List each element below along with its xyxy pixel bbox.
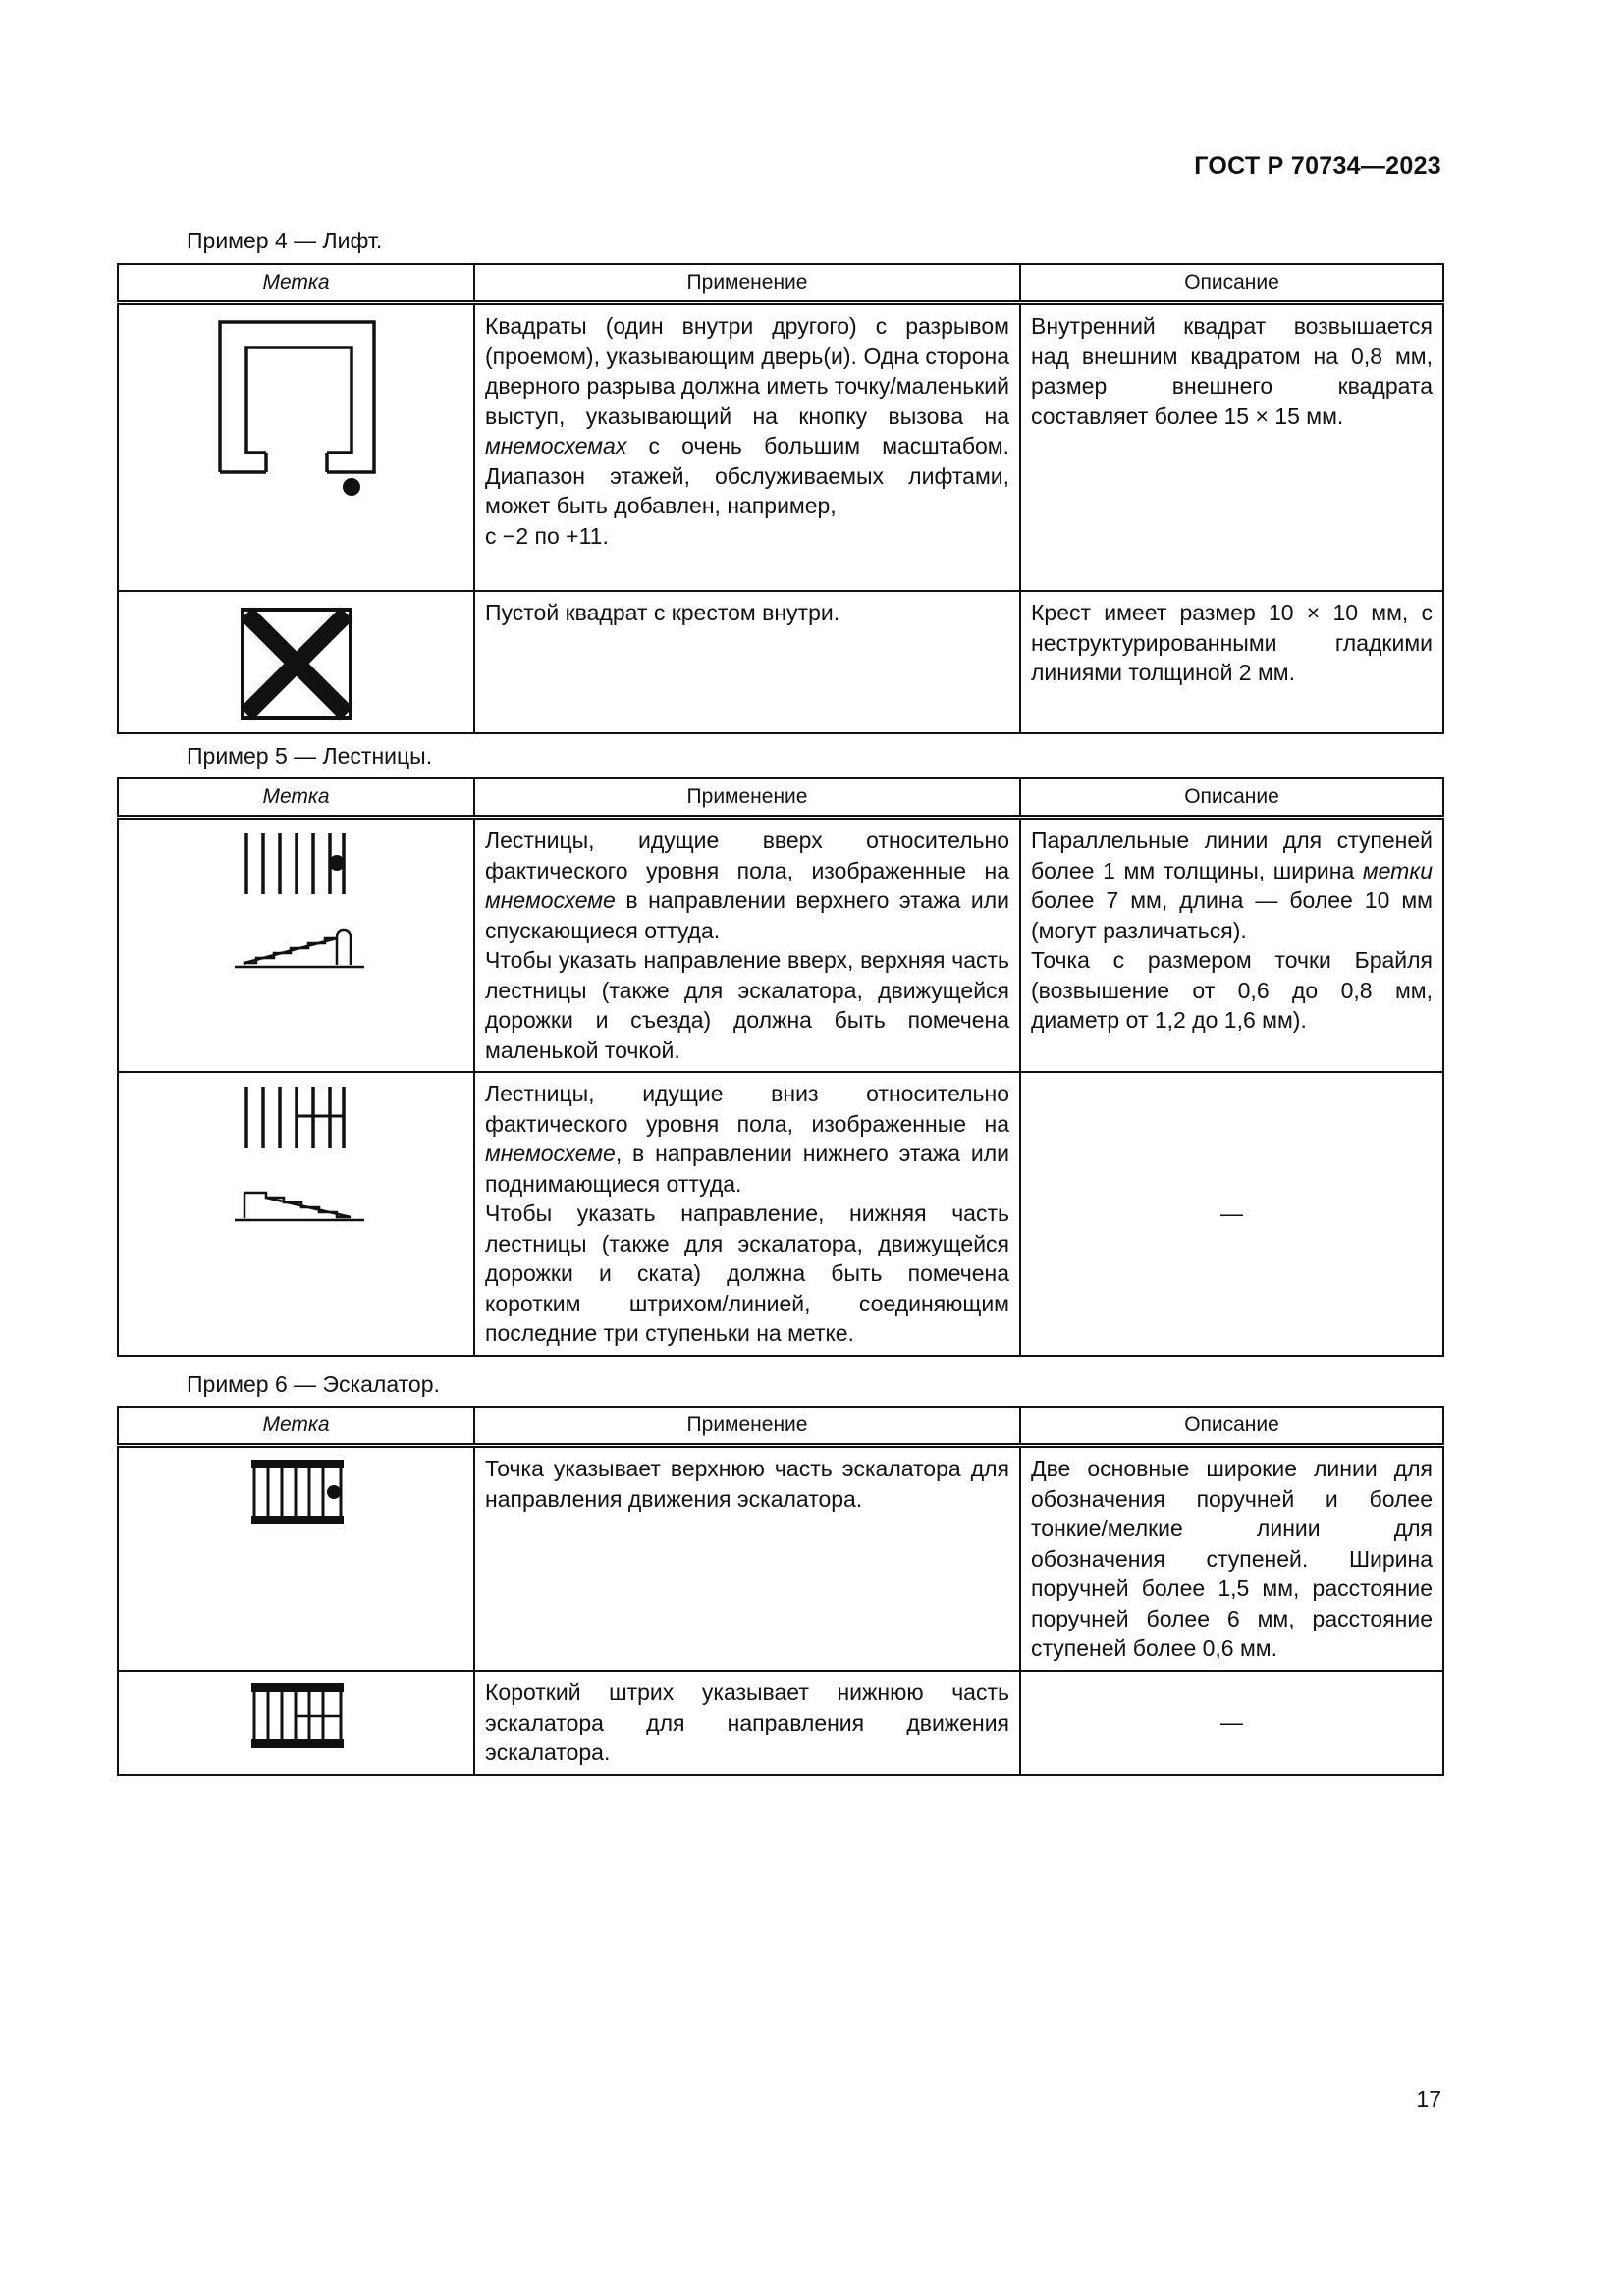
empty-description-dash: — <box>1220 1709 1243 1735</box>
usage-cell: Точка указывает верхнюю часть эскалатора для направления движения эскалатора. <box>474 1446 1020 1672</box>
escalator-up-icon <box>119 1448 472 1665</box>
empty-description-dash: — <box>1220 1201 1243 1226</box>
example4-table <box>117 263 1444 734</box>
stairs-down-icon <box>119 1073 472 1350</box>
description-cell <box>1020 1072 1443 1356</box>
column-header-mark: Метка <box>118 264 474 303</box>
description-cell: Внутренний квадрат возвышается над внешним квадратом на 0,8 мм, размер внешнего квадрата составляет более 15 × 15 мм. <box>1020 303 1443 592</box>
table-row <box>118 818 1443 1073</box>
usage-cell: Лестницы, идущие вниз относительно фактического уровня пола, изображенные на мнемосхеме, в направлении нижнего этажа или поднимающиеся оттуда. Чтобы указать направление, нижняя часть лестницы (также для эскалатора, движущейся дорожки и ската) должна быть помечена коротким штрихом/линией, соединяющим последние три ступеньки на метке. <box>474 1072 1020 1356</box>
escalator-down-icon <box>119 1672 472 1768</box>
usage-cell: Короткий штрих указывает нижнюю часть эскалатора для направления движения эскалатора. <box>474 1671 1020 1775</box>
example5-table <box>117 777 1444 1357</box>
column-header-usage: Применение <box>474 1407 1020 1446</box>
page-number: 17 <box>1416 2086 1441 2111</box>
example5-caption: Пример 5 — Лестницы. <box>187 743 433 769</box>
column-header-usage: Применение <box>474 264 1020 303</box>
usage-cell: Пустой квадрат с крестом внутри. <box>474 591 1020 733</box>
mark-cell <box>118 818 474 1073</box>
mark-cell <box>118 1072 474 1356</box>
example6-caption: Пример 6 — Эскалатор. <box>187 1371 440 1397</box>
table-header-row <box>118 264 1443 303</box>
column-header-mark: Метка <box>118 778 474 818</box>
description-cell: Две основные широкие линии для обозначения поручней и более тонкие/мелкие линии для обозначения ступеней. Ширина поручней более 1,5 мм, расстояние поручней более 6 мм, расстояние ступеней более 0,6 мм. <box>1020 1446 1443 1672</box>
document-standard-code: ГОСТ Р 70734—2023 <box>1194 152 1441 180</box>
stairs-up-icon <box>119 820 472 1060</box>
table-row <box>118 1446 1443 1672</box>
usage-cell: Квадраты (один внутри другого) с разрывом (проемом), указывающим дверь(и). Одна сторона дверного разрыва должна иметь точку/маленький выступ, указывающий на кнопку вызова на мнемосхемах с очень большим масштабом. Диапазон этажей, обслуживаемых лифтами, может быть добавлен, например, с −2 по +11. <box>474 303 1020 592</box>
table-header-row <box>118 778 1443 818</box>
mark-cell <box>118 1446 474 1672</box>
example6-table <box>117 1406 1444 1776</box>
mark-cell <box>118 1671 474 1775</box>
table-row <box>118 303 1443 592</box>
column-header-mark: Метка <box>118 1407 474 1446</box>
square-cross-icon <box>119 592 472 727</box>
table-header-row <box>118 1407 1443 1446</box>
column-header-usage: Применение <box>474 778 1020 818</box>
table-row <box>118 591 1443 733</box>
mark-cell <box>118 591 474 733</box>
mark-cell <box>118 303 474 592</box>
example4-caption: Пример 4 — Лифт. <box>187 228 383 253</box>
description-cell <box>1020 1671 1443 1775</box>
table-row <box>118 1671 1443 1775</box>
table-row <box>118 1072 1443 1356</box>
column-header-description: Описание <box>1020 1407 1443 1446</box>
column-header-description: Описание <box>1020 778 1443 818</box>
usage-cell: Лестницы, идущие вверх относительно фактического уровня пола, изображенные на мнемосхеме в направлении верхнего этажа или спускающиеся оттуда. Чтобы указать направление вверх, верхняя часть лестницы (также для эскалатора, движущейся дорожки и съезда) должна быть помечена маленькой точкой. <box>474 818 1020 1073</box>
column-header-description: Описание <box>1020 264 1443 303</box>
description-cell: Параллельные линии для ступеней более 1 мм толщины, ширина метки более 7 мм, длина — более 10 мм (могут различаться). Точка с размером точки Брайля (возвышение от 0,6 до 0,8 мм, диаметр от 1,2 до 1,6 мм). <box>1020 818 1443 1073</box>
description-cell: Крест имеет размер 10 × 10 мм, с неструктурированными гладкими линиями толщиной 2 мм. <box>1020 591 1443 733</box>
elevator-squares-icon <box>119 305 472 585</box>
